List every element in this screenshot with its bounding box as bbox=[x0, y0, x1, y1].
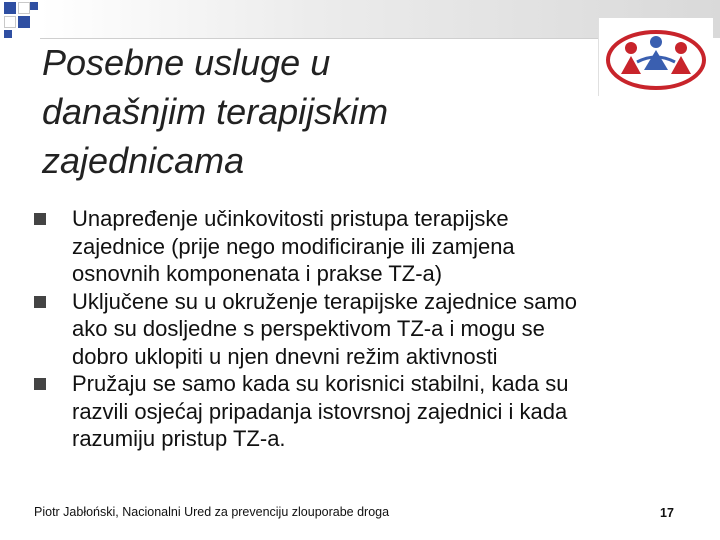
title-line: Posebne usluge u bbox=[42, 42, 331, 83]
bullet-line: ako su dosljedne s perspektivom TZ-a i mogu se bbox=[72, 316, 545, 341]
bullet-line: razumiju pristup TZ-a. bbox=[72, 426, 286, 451]
bullet-line: razvili osjećaj pripadanja istovrsnoj zajednici i kada bbox=[72, 398, 568, 424]
bullet-list bbox=[0, 205, 720, 453]
bullet-item bbox=[0, 288, 720, 371]
bullet-line: Unapređenje učinkovitosti pristupa terapijske bbox=[72, 206, 509, 231]
footer-credit: Piotr Jabłoński, Nacionalni Ured za prevenciju zlouporabe droga bbox=[34, 505, 390, 519]
bullet-line: Pružaju se samo kada su korisnici stabilni, kada su bbox=[72, 371, 569, 396]
bullet-line: dobro uklopiti u njen dnevni režim aktivnosti bbox=[72, 343, 498, 369]
square-bullet-icon bbox=[34, 378, 46, 390]
title-line: današnjim terapijskim bbox=[42, 91, 389, 132]
bullet-line: Uključene su u okruženje terapijske zajednice samo bbox=[72, 288, 578, 314]
title-line: zajednicama bbox=[42, 140, 245, 181]
corner-squares-decoration bbox=[0, 0, 40, 40]
bullet-item bbox=[0, 370, 720, 453]
slide-title bbox=[42, 38, 582, 185]
bullet-line: zajednice (prije nego modificiranje ili zamjena bbox=[72, 233, 515, 259]
logo-area bbox=[598, 18, 713, 96]
square-bullet-icon bbox=[34, 213, 46, 225]
bullet-item bbox=[0, 205, 720, 288]
square-bullet-icon bbox=[34, 296, 46, 308]
bullet-line: osnovnih komponenata i prakse TZ-a) bbox=[72, 261, 443, 286]
people-circle-logo-icon bbox=[599, 18, 713, 96]
page-number: 17 bbox=[660, 506, 674, 520]
